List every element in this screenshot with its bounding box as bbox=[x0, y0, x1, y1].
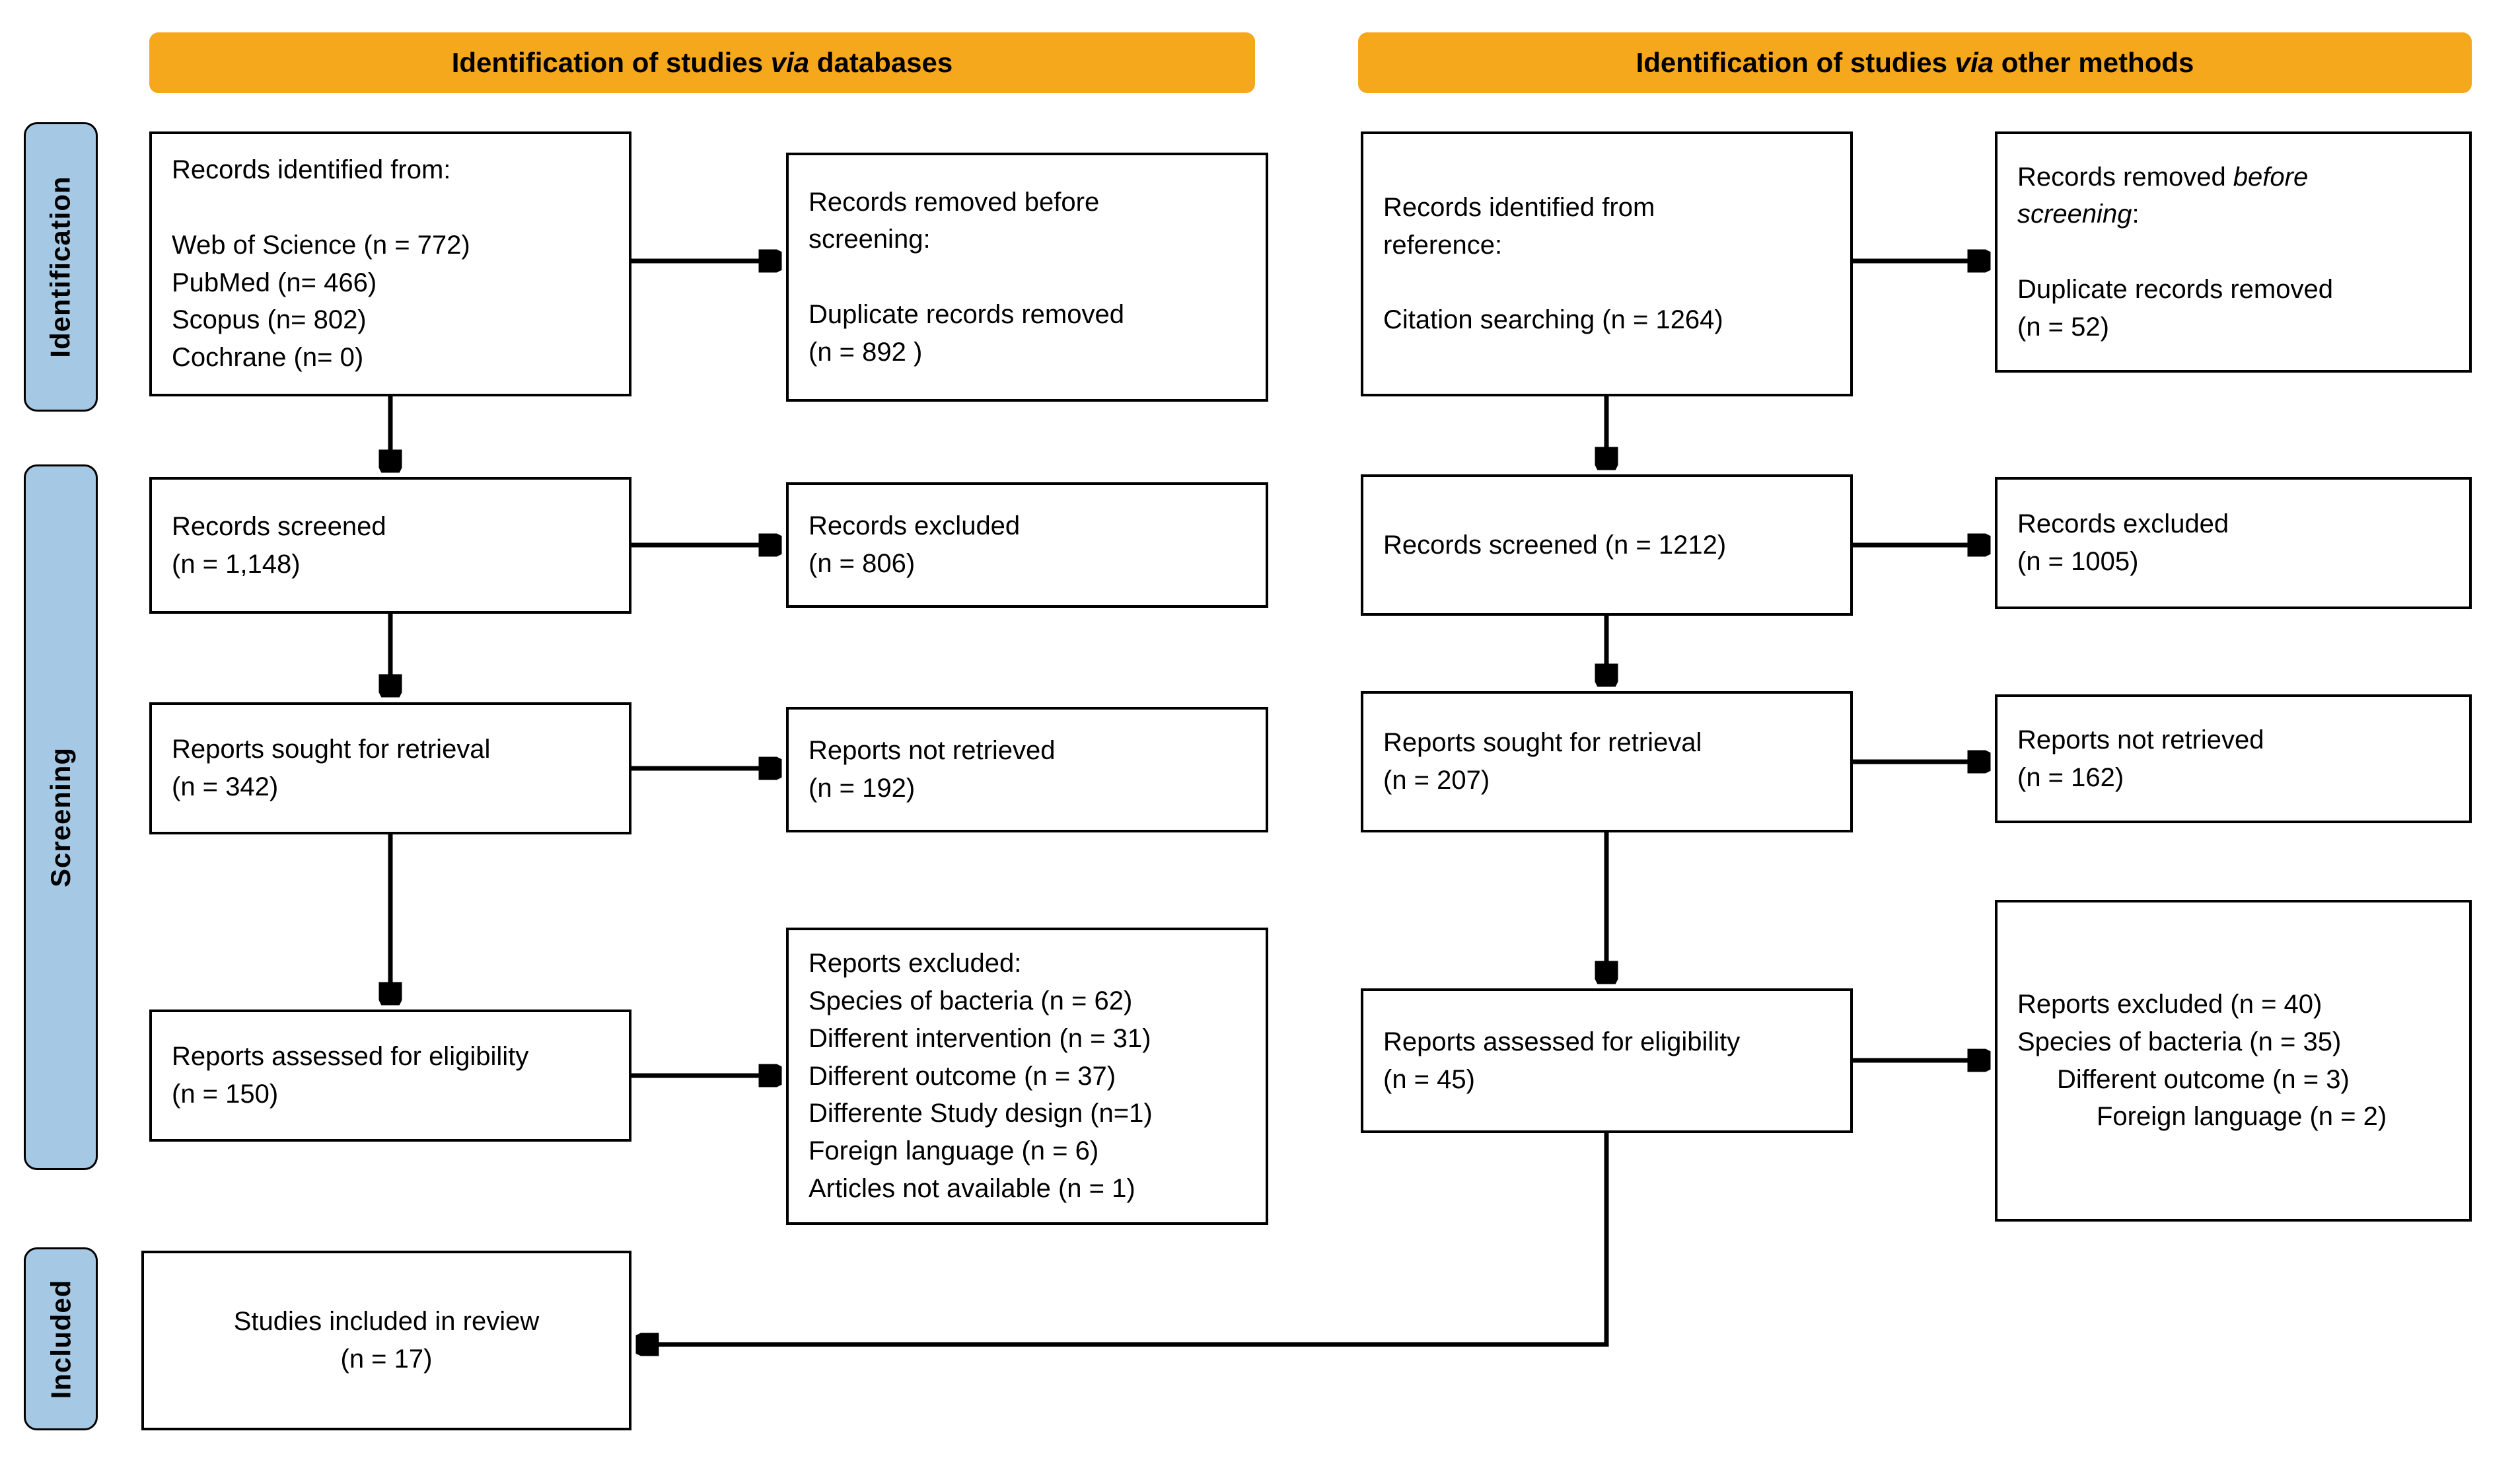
box-db-reports-not-retrieved bbox=[786, 707, 1268, 832]
text-line: Different outcome (n = 3) bbox=[2057, 1064, 2350, 1094]
header-text: databases bbox=[809, 47, 953, 78]
box-text bbox=[2017, 721, 2449, 797]
text-line: Species of bacteria (n = 35) bbox=[2017, 1027, 2342, 1056]
box-text bbox=[2017, 986, 2449, 1136]
box-text bbox=[1383, 189, 1830, 339]
text-line: Reports assessed for eligibility bbox=[1383, 1027, 1741, 1056]
text-line: (n = 207) bbox=[1383, 766, 1490, 795]
text-line: Reports sought for retrieval bbox=[1383, 728, 1702, 758]
text-line: (n = 342) bbox=[172, 772, 279, 801]
text-line: Reports excluded (n = 40) bbox=[2017, 989, 2322, 1019]
text-line: Duplicate records removed bbox=[809, 299, 1124, 329]
box-om-records-excluded bbox=[1995, 477, 2472, 609]
header-text: other methods bbox=[1994, 47, 2194, 78]
text-line: Reports assessed for eligibility bbox=[172, 1042, 529, 1072]
text-line: Reports sought for retrieval bbox=[172, 735, 491, 764]
text-line: (n = 892 ) bbox=[809, 337, 923, 367]
text-line: Foreign language (n = 2) bbox=[2097, 1102, 2387, 1132]
box-text bbox=[1383, 1023, 1830, 1099]
header-via-italic: via bbox=[1955, 47, 1994, 78]
text-line: (n = 45) bbox=[1383, 1064, 1475, 1094]
text-line: Duplicate records removed bbox=[2017, 274, 2333, 304]
text-line: screening: bbox=[809, 225, 931, 254]
text-line: Species of bacteria (n = 62) bbox=[809, 986, 1133, 1015]
box-db-records-screened bbox=[149, 477, 631, 614]
text-line: reference: bbox=[1383, 230, 1503, 260]
box-text bbox=[1383, 724, 1830, 799]
text-line: Records excluded bbox=[2017, 509, 2229, 539]
box-db-records-removed bbox=[786, 153, 1268, 402]
text-line: Citation searching (n = 1264) bbox=[1383, 305, 1723, 335]
text-line bbox=[2017, 196, 2449, 233]
box-db-reports-sought bbox=[149, 702, 631, 834]
box-om-reports-not-retrieved bbox=[1995, 694, 2472, 823]
text-line bbox=[1383, 264, 1830, 302]
text-line bbox=[2017, 233, 2449, 271]
stage-label: Identification bbox=[45, 176, 76, 358]
box-text bbox=[809, 945, 1246, 1208]
text-line: Different intervention (n = 31) bbox=[809, 1023, 1151, 1053]
text-line: (n = 1005) bbox=[2017, 547, 2139, 576]
box-text bbox=[809, 732, 1246, 807]
text-line: Records screened (n = 1212) bbox=[1383, 530, 1727, 560]
text-line: (n = 17) bbox=[340, 1344, 433, 1374]
text-line: Articles not available (n = 1) bbox=[809, 1173, 1135, 1203]
text-line: (n = 162) bbox=[2017, 762, 2124, 792]
box-db-reports-excluded bbox=[786, 928, 1268, 1225]
text-run-italic: before bbox=[2233, 162, 2309, 192]
box-db-records-identified bbox=[149, 131, 631, 396]
stage-bar-included bbox=[24, 1247, 98, 1430]
box-text bbox=[809, 507, 1246, 583]
box-text bbox=[172, 151, 609, 377]
text-line: Foreign language (n = 6) bbox=[809, 1136, 1099, 1166]
header-text: Identification of studies bbox=[451, 47, 771, 78]
box-om-reports-sought bbox=[1361, 691, 1853, 832]
text-line: Reports not retrieved bbox=[809, 736, 1056, 766]
text-line: (n = 150) bbox=[172, 1080, 279, 1109]
header-identification-via-databases bbox=[149, 32, 1255, 93]
stage-label: Included bbox=[45, 1279, 76, 1399]
box-db-records-excluded bbox=[786, 482, 1268, 608]
text-line bbox=[2017, 159, 2449, 196]
text-line: Reports not retrieved bbox=[2017, 725, 2264, 754]
box-om-records-screened bbox=[1361, 474, 1853, 616]
text-line: Records screened bbox=[172, 511, 386, 541]
box-om-reports-excluded bbox=[1995, 900, 2472, 1222]
text-line bbox=[809, 258, 1246, 296]
box-text bbox=[2017, 271, 2449, 346]
header-text: Identification of studies bbox=[1636, 47, 1955, 78]
box-studies-included bbox=[141, 1251, 631, 1430]
text-line: Scopus (n= 802) bbox=[172, 305, 367, 335]
stage-bar-identification bbox=[24, 122, 98, 412]
box-db-reports-assessed bbox=[149, 1010, 631, 1142]
box-text bbox=[234, 1303, 539, 1378]
box-om-records-removed bbox=[1995, 131, 2472, 373]
text-line: (n = 192) bbox=[809, 774, 916, 803]
text-line: Records excluded bbox=[809, 511, 1021, 541]
text-line: Different outcome (n = 37) bbox=[809, 1061, 1116, 1091]
text-line: Reports excluded: bbox=[809, 949, 1022, 978]
text-line: Records removed before bbox=[809, 187, 1100, 217]
header-via-italic: via bbox=[770, 47, 810, 78]
box-text bbox=[172, 508, 609, 583]
box-text bbox=[2017, 159, 2449, 346]
text-line: Differente Study design (n=1) bbox=[809, 1099, 1153, 1128]
text-line: Web of Science (n = 772) bbox=[172, 230, 470, 260]
box-text bbox=[2017, 505, 2449, 581]
box-om-records-identified bbox=[1361, 131, 1853, 396]
text-run-italic: screening bbox=[2017, 200, 2132, 229]
text-line: (n = 806) bbox=[809, 549, 916, 578]
text-line: Records identified from bbox=[1383, 192, 1655, 222]
stage-bar-screening bbox=[24, 464, 98, 1170]
text-line: (n = 52) bbox=[2017, 312, 2109, 342]
text-run: Records removed bbox=[2017, 162, 2233, 192]
box-text bbox=[172, 731, 609, 806]
box-om-reports-assessed bbox=[1361, 988, 1853, 1133]
box-text bbox=[1383, 527, 1830, 564]
text-line: Studies included in review bbox=[233, 1307, 540, 1337]
stage-label: Screening bbox=[45, 747, 77, 888]
box-text bbox=[809, 184, 1246, 371]
text-line: PubMed (n= 466) bbox=[172, 268, 377, 297]
text-line: Records identified from: bbox=[172, 155, 451, 185]
header-identification-via-other-methods bbox=[1358, 32, 2472, 93]
text-line: Cochrane (n= 0) bbox=[172, 343, 364, 373]
text-line: (n = 1,148) bbox=[172, 549, 301, 579]
text-line bbox=[172, 189, 609, 227]
box-text bbox=[172, 1038, 609, 1113]
text-run: : bbox=[2132, 200, 2140, 229]
